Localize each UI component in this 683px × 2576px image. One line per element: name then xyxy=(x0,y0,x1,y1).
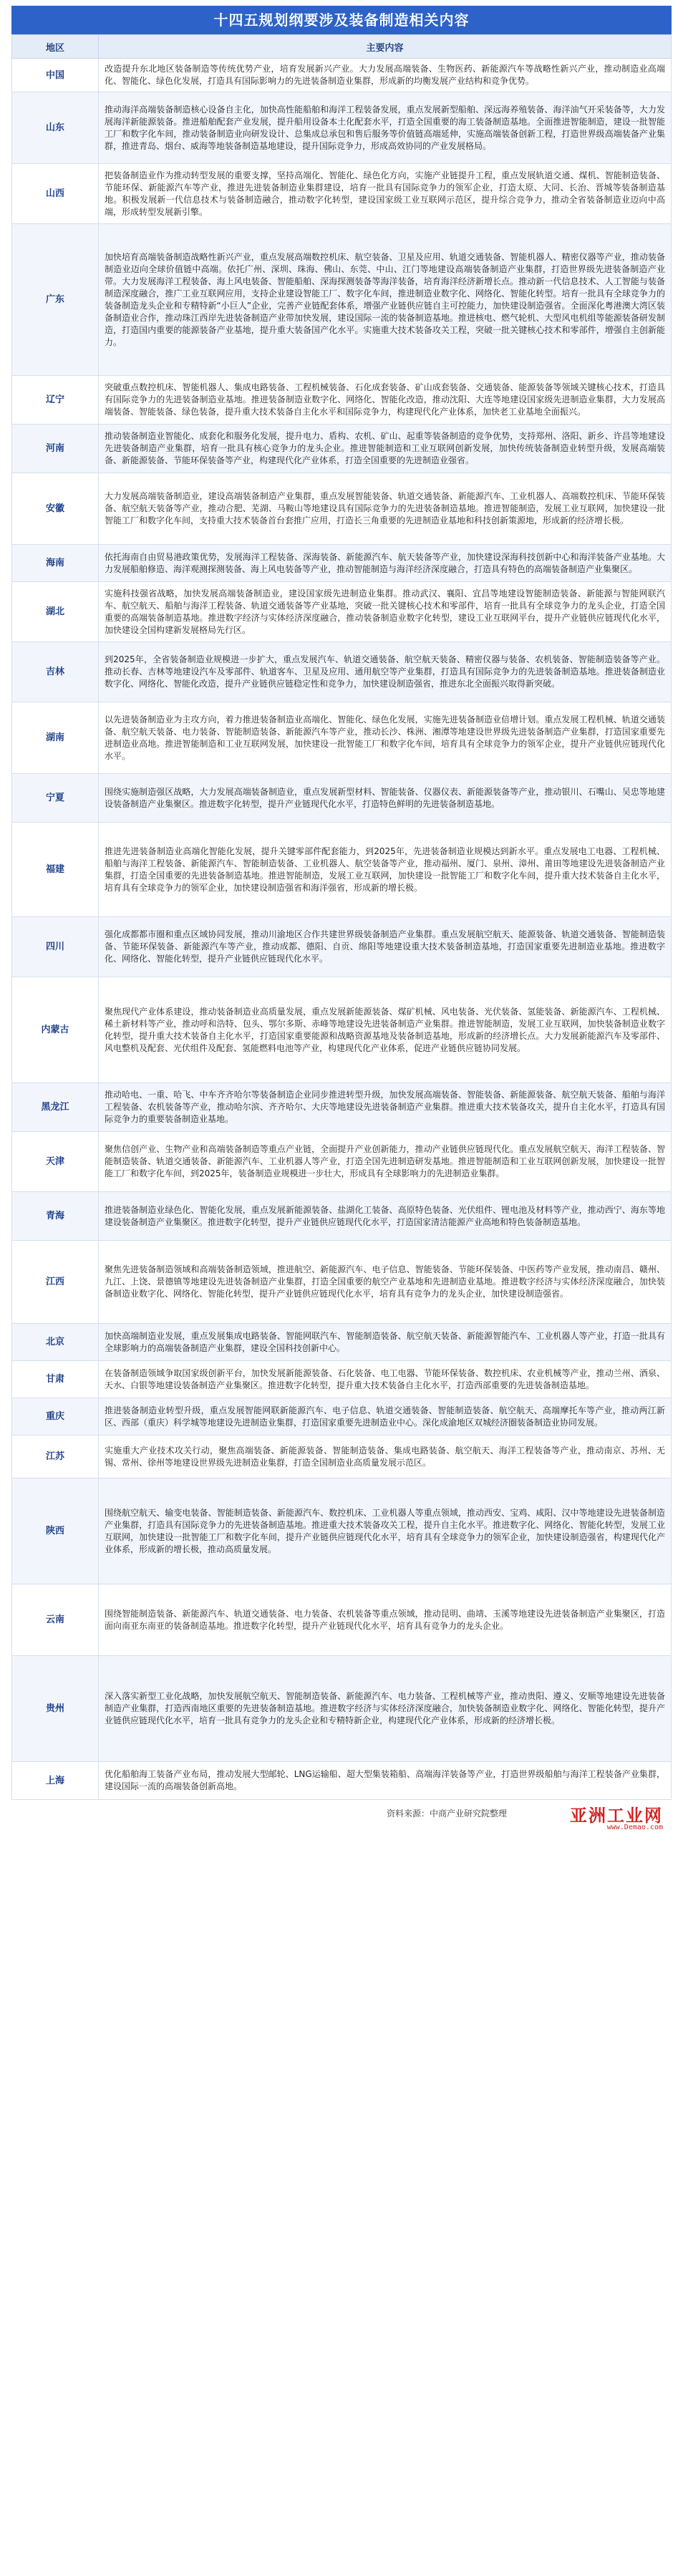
region-cell: 江西 xyxy=(12,1241,99,1324)
region-cell: 辽宁 xyxy=(12,376,99,425)
table-row xyxy=(12,1241,672,1324)
region-cell: 山西 xyxy=(12,164,99,224)
content-cell: 推进先进装备制造业高端化智能化发展，提升关键零部件配套能力，到2025年，先进装备制造业规模达到新水平。重点发展电工电器、工程机械、船舶与海洋工程装备、新能源汽车、智能制造装备、工业机器人、航空装备等产业，推动福州、厦门、泉州、漳州、莆田等地建设先进装备制造产业集群，打造全国重要的先进装备制造基地。推进智能制造，发展工业互联网，加快建设一批智能工厂和数字化车间，提升重大技术装备自主化水平，培育具有全球竞争力的领军企业，加快建设制造强省和海洋强省，形成新的增长极。 xyxy=(99,823,672,917)
column-header-region: 地区 xyxy=(12,35,99,59)
table-row xyxy=(12,1656,672,1762)
content-cell: 改造提升东北地区装备制造等传统优势产业，培育发展新兴产业。大力发展高端装备、生物医药、新能源汽车等战略性新兴产业，推动制造业高端化、智能化、绿色化发展，打造具有国际影响力的先进装备制造业集群，形成新的均衡发展产业结构和竞争优势。 xyxy=(99,59,672,92)
table-row xyxy=(12,1132,672,1192)
table-row xyxy=(12,582,672,642)
region-cell: 山东 xyxy=(12,92,99,164)
table-row xyxy=(12,425,672,473)
content-cell: 加快高端制造业发展，重点发展集成电路装备、智能网联汽车、智能制造装备、航空航天装备、新能源智能汽车、工业机器人等产业，打造一批具有全球影响力的高端装备制造产业集群，建设全国科技创新中心。 xyxy=(99,1324,672,1361)
table-row xyxy=(12,917,672,977)
region-cell: 宁夏 xyxy=(12,774,99,823)
region-cell: 四川 xyxy=(12,917,99,977)
table-row xyxy=(12,1398,672,1435)
region-cell: 中国 xyxy=(12,59,99,92)
table-row xyxy=(12,823,672,917)
content-cell: 围绕实施制造强区战略，大力发展高端装备制造业，重点发展新型材料、智能装备、仪器仪表、新能源装备等产业，推动银川、石嘴山、吴忠等地建设装备制造产业集聚区。推进数字化转型，提升产业链现代化水平，打造特色鲜明的先进装备制造基地。 xyxy=(99,774,672,823)
content-cell: 突破重点数控机床、智能机器人、集成电路装备、工程机械装备、石化成套装备、矿山成套装备、交通装备、能源装备等领域关键核心技术，打造具有国际竞争力的先进装备制造业基地。推进装备制造业数字化、网络化、智能化改造，推动沈阳、大连等地建设国家级先进制造业集群，大力发展高端装备、智能装备、绿色装备，提升重大技术装备自主化水平和国际竞争力，构建现代化产业体系，加快老工业基地全面振兴。 xyxy=(99,376,672,425)
table-row xyxy=(12,545,672,582)
table-row xyxy=(12,224,672,376)
watermark-logo xyxy=(570,1801,663,1831)
source-note: 资料来源：中商产业研究院整理 xyxy=(386,1808,507,1819)
region-cell: 吉林 xyxy=(12,642,99,702)
content-cell: 深入落实新型工业化战略，加快发展航空航天、智能制造装备、新能源汽车、电力装备、工程机械等产业，推动贵阳、遵义、安顺等地建设先进装备制造产业集群，打造西南地区重要的先进装备制造基地。推进数字经济与实体经济深度融合，加快装备制造业数字化、网络化、智能化转型，提升产业链供应链现代化水平，培育一批具有竞争力的龙头企业和专精特新企业，构建现代化产业体系，形成新的经济增长极。 xyxy=(99,1656,672,1762)
table-row xyxy=(12,1324,672,1361)
region-cell: 云南 xyxy=(12,1584,99,1656)
region-cell: 福建 xyxy=(12,823,99,917)
table-row xyxy=(12,473,672,545)
content-cell: 推动海洋高端装备制造核心设备自主化，加快高性能船舶和海洋工程装备发展，重点发展新型船舶、深远海养殖装备、海洋油气开采装备等，大力发展海洋新能源装备。推进船舶配套产业发展，提升船用设备本土化配套水平，打造全国重要的海工装备制造基地。全面推进智能制造，建设一批智能工厂和数字化车间，推动装备制造业向研发设计、总集成总承包和售后服务等价值链高端延伸，实施高端装备创新工程，打造世界级高端装备产业集群，推进青岛、烟台、威海等地装备制造基地建设，提升国际竞争力，形成高效协同的产业发展格局。 xyxy=(99,92,672,164)
table-row xyxy=(12,977,672,1083)
table-row xyxy=(12,1762,672,1800)
region-cell: 陕西 xyxy=(12,1478,99,1584)
region-cell: 河南 xyxy=(12,425,99,473)
content-cell: 大力发展高端装备制造业，建设高端装备制造产业集群，重点发展智能装备、轨道交通装备、新能源汽车、工业机器人、高端数控机床、节能环保装备、航空航天装备等产业，推动合肥、芜湖、马鞍山等地建设具有国际竞争力的先进装备制造基地。推进智能制造，发展工业互联网，加快建设一批智能工厂和数字化车间，支持重大技术装备首台套推广应用，打造长三角重要的先进制造业基地和科技创新策源地，形成新的经济增长极。 xyxy=(99,473,672,545)
region-cell: 青海 xyxy=(12,1192,99,1241)
content-cell: 依托海南自由贸易港政策优势，发展海洋工程装备、深海装备、新能源汽车、航天装备等产业，加快建设深海科技创新中心和海洋装备产业基地。大力发展船舶修造、海洋观测探测装备、海上风电装备等产业，推动智能制造与海洋经济深度融合，打造具有特色的高端装备制造产业集聚区。 xyxy=(99,545,672,582)
table-row xyxy=(12,92,672,164)
content-cell: 推动装备制造业智能化、成套化和服务化发展，提升电力、盾构、农机、矿山、起重等装备制造的竞争优势，支持郑州、洛阳、新乡、许昌等地建设先进装备制造产业集群，培育一批具有核心竞争力的龙头企业。推进智能制造和工业互联网创新发展，加快传统装备制造业转型升级，发展高端装备、新能源装备、节能环保装备等产业，构建现代化产业体系，打造全国重要的先进制造业强省。 xyxy=(99,425,672,473)
region-cell: 海南 xyxy=(12,545,99,582)
content-cell: 聚焦信创产业、生物产业和高端装备制造等重点产业链，全面提升产业创新能力，推动产业链供应链现代化。重点发展航空航天、海洋工程装备、智能制造装备、轨道交通装备、新能源汽车、工业机器人等产业，打造全国先进制造研发基地。推进智能制造和工业互联网创新发展，加快建设一批智能工厂和数字化车间，到2025年，装备制造业规模进一步壮大，形成具有全球影响力的先进制造业集群。 xyxy=(99,1132,672,1192)
table-row xyxy=(12,702,672,774)
content-table xyxy=(11,34,672,1800)
content-cell: 推进装备制造业转型升级，重点发展智能网联新能源汽车、电子信息、轨道交通装备、智能制造装备、航空航天、高端摩托车等产业，推动两江新区、西部（重庆）科学城等地建设先进制造业集群，打造国家重要先进制造业中心。深化成渝地区双城经济圈装备制造业协同发展。 xyxy=(99,1398,672,1435)
region-cell: 广东 xyxy=(12,224,99,376)
content-cell: 推动哈电、一重、哈飞、中车齐齐哈尔等装备制造企业同步推进转型升级，加快发展高端装备、智能装备、新能源装备、航空航天装备、船舶与海洋工程装备、农机装备等产业，推动哈尔滨、齐齐哈尔、大庆等地建设先进装备制造产业集群。推进重大技术装备攻关，提升自主化水平，打造具有国际竞争力的重要装备制造业基地。 xyxy=(99,1083,672,1132)
region-cell: 天津 xyxy=(12,1132,99,1192)
region-cell: 湖北 xyxy=(12,582,99,642)
table-row xyxy=(12,1192,672,1241)
region-cell: 湖南 xyxy=(12,702,99,774)
content-cell: 到2025年，全省装备制造业规模进一步扩大，重点发展汽车、轨道交通装备、航空航天装备、精密仪器与装备、农机装备、智能制造装备等产业。推动长春、吉林等地建设汽车及零部件、轨道客车、卫星及应用、通用航空等产业集群，打造具有国际竞争力的先进装备制造基地。推进装备制造业数字化、网络化、智能化改造，提升产业链供应链稳定性和竞争力，加快建设制造强省，推进东北全面振兴取得新突破。 xyxy=(99,642,672,702)
content-cell: 在装备制造领域争取国家级创新平台，加快发展新能源装备、石化装备、电工电器、节能环保装备、数控机床、农业机械等产业，推动兰州、酒泉、天水、白银等地建设装备制造产业集聚区。推进数字化转型，提升重大技术装备自主化水平，打造西部重要的先进装备制造基地。 xyxy=(99,1361,672,1398)
content-cell: 围绕智能制造装备、新能源汽车、轨道交通装备、电力装备、农机装备等重点领域，推动昆明、曲靖、玉溪等地建设先进装备制造产业集聚区，打造面向南亚东南亚的装备制造基地。推进数字化转型，提升产业链现代化水平，培育具有竞争力的龙头企业。 xyxy=(99,1584,672,1656)
content-cell: 实施重大产业技术攻关行动，聚焦高端装备、新能源装备、智能制造装备、集成电路装备、航空航天、海洋工程装备等产业，推动南京、苏州、无锡、常州、徐州等地建设世界级先进制造业集群，打造全国制造业高质量发展示范区。 xyxy=(99,1435,672,1478)
table-body xyxy=(12,59,672,1800)
table-row xyxy=(12,1478,672,1584)
content-cell: 聚焦现代产业体系建设，推动装备制造业高质量发展，重点发展新能源装备、煤矿机械、风电装备、光伏装备、氢能装备、新能源汽车、工程机械、稀土新材料等产业，推动呼和浩特、包头、鄂尔多斯、赤峰等地建设先进装备制造产业集群。推进智能制造，发展工业互联网，加快装备制造业数字化转型，提升重大技术装备自主化水平，打造国家重要能源和战略资源基地及装备制造基地，形成新的经济增长点。大力发展新能源汽车及零部件、风电整机及配套、光伏组件及配套、氢能燃料电池等产业，构建现代化产业体系，促进产业链供应链协同发展。 xyxy=(99,977,672,1083)
logo-subtext: www.Demao.com xyxy=(606,1824,663,1831)
content-cell: 优化船舶海工装备产业布局，推动发展大型邮轮、LNG运输船、超大型集装箱船、高端海洋装备等产业，打造世界级船舶与海洋工程装备产业集群，建设国际一流的高端装备创新高地。 xyxy=(99,1762,672,1800)
region-cell: 贵州 xyxy=(12,1656,99,1762)
content-cell: 实施科技强省战略，加快发展高端装备制造业，建设国家级先进制造业集群。推动武汉、襄阳、宜昌等地建设智能制造装备、新能源与智能网联汽车、航空航天、船舶与海洋工程装备、轨道交通装备等产业基地，突破一批关键核心技术和零部件，培育一批具有全球竞争力的龙头企业，打造全国重要的高端装备制造基地。推进数字经济与实体经济深度融合，推动装备制造业数字化转型，建设工业互联网平台，提升产业链供应链现代化水平，加快建设全国构建新发展格局先行区。 xyxy=(99,582,672,642)
table-row xyxy=(12,59,672,92)
page-title: 十四五规划纲要涉及装备制造相关内容 xyxy=(11,6,672,34)
footer xyxy=(11,1800,672,1829)
content-cell: 推进装备制造业绿色化、智能化发展，重点发展新能源装备、盐湖化工装备、高原特色装备、光伏组件、锂电池及材料等产业，推动西宁、海东等地建设装备制造产业集聚区。推进数字化转型，提升产业链供应链现代化水平，打造国家清洁能源产业高地和特色装备制造基地。 xyxy=(99,1192,672,1241)
table-row xyxy=(12,164,672,224)
table-row xyxy=(12,376,672,425)
column-header-content: 主要内容 xyxy=(99,35,672,59)
content-cell: 以先进装备制造业为主攻方向，着力推进装备制造业高端化、智能化、绿色化发展，实施先进装备制造业倍增计划。重点发展工程机械、轨道交通装备、航空航天装备、电力装备、智能制造装备、新能源汽车等产业，推动长沙、株洲、湘潭等地建设世界级先进装备制造产业集群，打造国家重要先进制造业高地。推进智能制造和工业互联网发展，加快建设一批智能工厂和数字化车间，培育具有全球竞争力的领军企业，提升产业链供应链现代化水平。 xyxy=(99,702,672,774)
table-row xyxy=(12,1584,672,1656)
content-cell: 聚焦先进装备制造领域和高端装备制造领域，推进航空、新能源汽车、电子信息、智能装备、节能环保装备、中医药等产业发展，推动南昌、赣州、九江、上饶、景德镇等地建设先进装备制造产业集群，打造全国重要的航空产业基地和先进制造业基地。推进数字经济与实体经济深度融合，加快装备制造业数字化、网络化、智能化转型，提升产业链供应链现代化水平，培育具有竞争力的龙头企业，加快建设制造强省。 xyxy=(99,1241,672,1324)
table-row xyxy=(12,774,672,823)
table-row xyxy=(12,1083,672,1132)
content-cell: 强化成都都市圈和重点区域协同发展，推动川渝地区合作共建世界级装备制造产业集群。重点发展航空航天、能源装备、轨道交通装备、智能制造装备、节能环保装备、新能源汽车等产业，推动成都、德阳、自贡、绵阳等地建设重大技术装备制造基地，打造国家重要先进制造业基地。推进数字化、网络化、智能化转型，提升产业链供应链现代化水平。 xyxy=(99,917,672,977)
logo-text: 亚洲工业网 xyxy=(570,1805,663,1826)
region-cell: 安徽 xyxy=(12,473,99,545)
table-row xyxy=(12,1435,672,1478)
region-cell: 甘肃 xyxy=(12,1361,99,1398)
table-row xyxy=(12,1361,672,1398)
content-cell: 围绕航空航天、输变电装备、智能制造装备、新能源汽车、数控机床、工业机器人等重点领域，推动西安、宝鸡、咸阳、汉中等地建设先进装备制造产业集群，打造具有国际竞争力的先进装备制造基地。推进重大技术装备攻关工程，提升自主化水平。推进数字化、网络化、智能化转型，发展工业互联网，加快建设一批智能工厂和数字化车间，提升产业链供应链现代化水平，培育具有全球竞争力的领军企业，加快建设制造强省，构建现代化产业体系，形成新的增长极，推动高质量发展。 xyxy=(99,1478,672,1584)
region-cell: 重庆 xyxy=(12,1398,99,1435)
region-cell: 北京 xyxy=(12,1324,99,1361)
region-cell: 江苏 xyxy=(12,1435,99,1478)
region-cell: 上海 xyxy=(12,1762,99,1800)
region-cell: 内蒙古 xyxy=(12,977,99,1083)
content-cell: 加快培育高端装备制造战略性新兴产业，重点发展高端数控机床、航空装备、卫星及应用、轨道交通装备、智能机器人、精密仪器等产业，推动装备制造业迈向全球价值链中高端。依托广州、深圳、珠海、佛山、东莞、中山、江门等地建设高端装备制造产业集群，打造世界级先进装备制造产业带。大力发展海洋工程装备、海上风电装备、智能船舶、深海探测装备等海洋装备，培育海洋经济新增长点。推动新一代信息技术、人工智能与装备制造深度融合，推广工业互联网应用，支持企业建设智能工厂、数字化车间，推进制造业数字化、网络化、智能化转型。培育一批具有全球竞争力的装备制造龙头企业和专精特新“小巨人”企业，完善产业链配套体系，增强产业链供应链自主可控能力，加快建设制造强省。全面深化粤港澳大湾区装备制造业合作，推动珠江西岸先进装备制造产业带加快发展，建设国际一流的装备制造基地。推进核电、燃气轮机、大型风电机组等能源装备研发制造，打造国内重要的能源装备产业基地，提升重大装备国产化水平。实施重大技术装备攻关工程，突破一批关键核心技术和零部件，增强自主创新能力。 xyxy=(99,224,672,376)
content-cell: 把装备制造业作为推动转型发展的重要支撑，坚持高端化、智能化、绿色化方向，实施产业链提升工程，重点发展轨道交通、煤机、智能制造装备、节能环保、新能源汽车等产业，推进先进装备制造业集群建设，培育一批具有国际竞争力的领军企业，打造太原、大同、长治、晋城等装备制造基地。积极发展新一代信息技术与装备制造融合，推动数字化转型，建设国家级工业互联网示范区，提升综合竞争力，推动全省装备制造业迈向中高端，形成转型发展新引擎。 xyxy=(99,164,672,224)
table-row xyxy=(12,642,672,702)
region-cell: 黑龙江 xyxy=(12,1083,99,1132)
table-header xyxy=(12,35,672,59)
